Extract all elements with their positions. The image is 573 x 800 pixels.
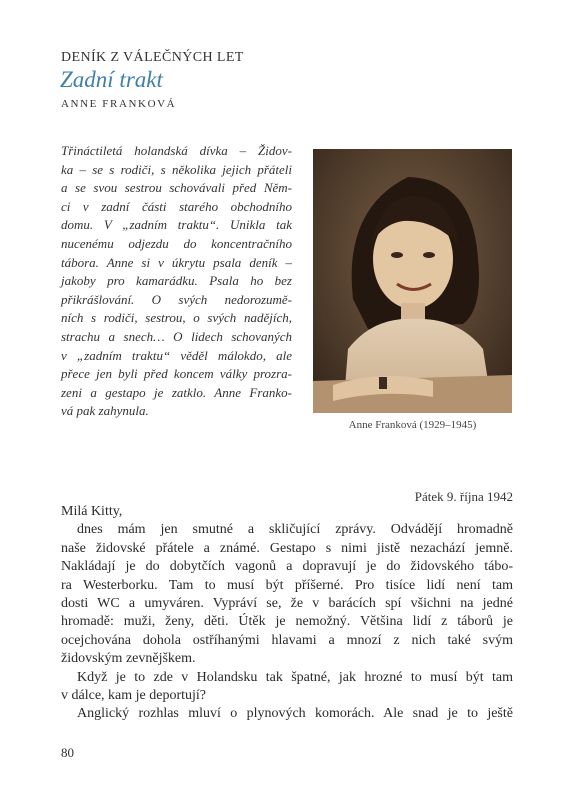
intro-line: a se svou sestrou schovávali před Něm- [61, 180, 292, 196]
intro-line: zeni a gestapo je zatklo. Anne Franko- [61, 384, 292, 400]
letter-line: Anglický rozhlas mluví o plynových komorách. Ale snad je to ještě [77, 706, 513, 722]
photo-caption: Anne Franková (1929–1945) [348, 419, 477, 431]
intro-line: ních s rodiči, sestrou, o svých nadějích, [61, 310, 292, 326]
intro-line: vá pak zahynula. [61, 403, 149, 419]
intro-line: přikrášlování. O svých nedorozumě- [61, 291, 292, 307]
letter-line: hromadě: muži, ženy, děti. Útěk je nemožný. Většina lidí z táborů je [61, 614, 513, 630]
intro-line: ka – se s rodiči, s několika jejich přáteli [61, 161, 292, 177]
letter-line: dosti WC a umyváren. Vypráví se, že v barácích spí všichni na jedné [61, 596, 513, 612]
author-name: ANNE FRANKOVÁ [61, 98, 177, 110]
letter-date: Pátek 9. října 1942 [414, 489, 513, 504]
intro-line: tábora. Anne si v úkrytu psala deník – [61, 254, 292, 270]
letter-line: dnes mám jen smutné a skličující zprávy. Odvádějí hromadně [77, 522, 513, 538]
portrait-photo [313, 149, 512, 413]
letter-line: ra Westerborku. Tam to musí být příšerné. Pro tisíce lidí není tam [61, 577, 513, 593]
intro-line: ci v zadní části starého obchodního [61, 198, 292, 214]
page-number: 80 [61, 745, 74, 760]
letter-line: ocejchována dohola ostříhanými hlavami a mnozí z nich také svým [61, 632, 513, 648]
intro-line: Třináctiletá holandská dívka – Židov- [61, 143, 292, 158]
chapter-title: Zadní trakt [60, 67, 163, 92]
letter-line: v dálce, kam je deportují? [61, 688, 206, 704]
letter-line: naše židovské přátele a známé. Gestapo s nimi jistě nezachází jemně. [61, 540, 513, 556]
intro-line: přece jen byli před koncem války prozra- [61, 366, 292, 382]
letter-body [61, 503, 513, 724]
letter-line: židovským zevnějškem. [61, 651, 196, 667]
series-title: DENÍK Z VÁLEČNÝCH LET [61, 50, 244, 65]
intro-line: nucenému odjezdu do koncentračního [61, 235, 292, 251]
intro-paragraph [61, 142, 292, 421]
intro-line: v „zadním traktu“ věděl málokdo, ale [61, 347, 292, 363]
letter-line: Nakládají je do dobytčích vagonů a dopravují je do židovského tábo- [61, 559, 513, 575]
intro-line: strachu a snech… O lidech schovaných [61, 328, 292, 344]
letter-greeting: Milá Kitty, [61, 504, 123, 519]
letter-line: Když je to zde v Holandsku tak špatné, jak hrozné to musí být tam [77, 669, 513, 685]
intro-line: jakoby pro kamarádku. Psala ho bez [61, 273, 292, 289]
intro-line: domu. V „zadním traktu“. Unikla tak [61, 217, 292, 233]
